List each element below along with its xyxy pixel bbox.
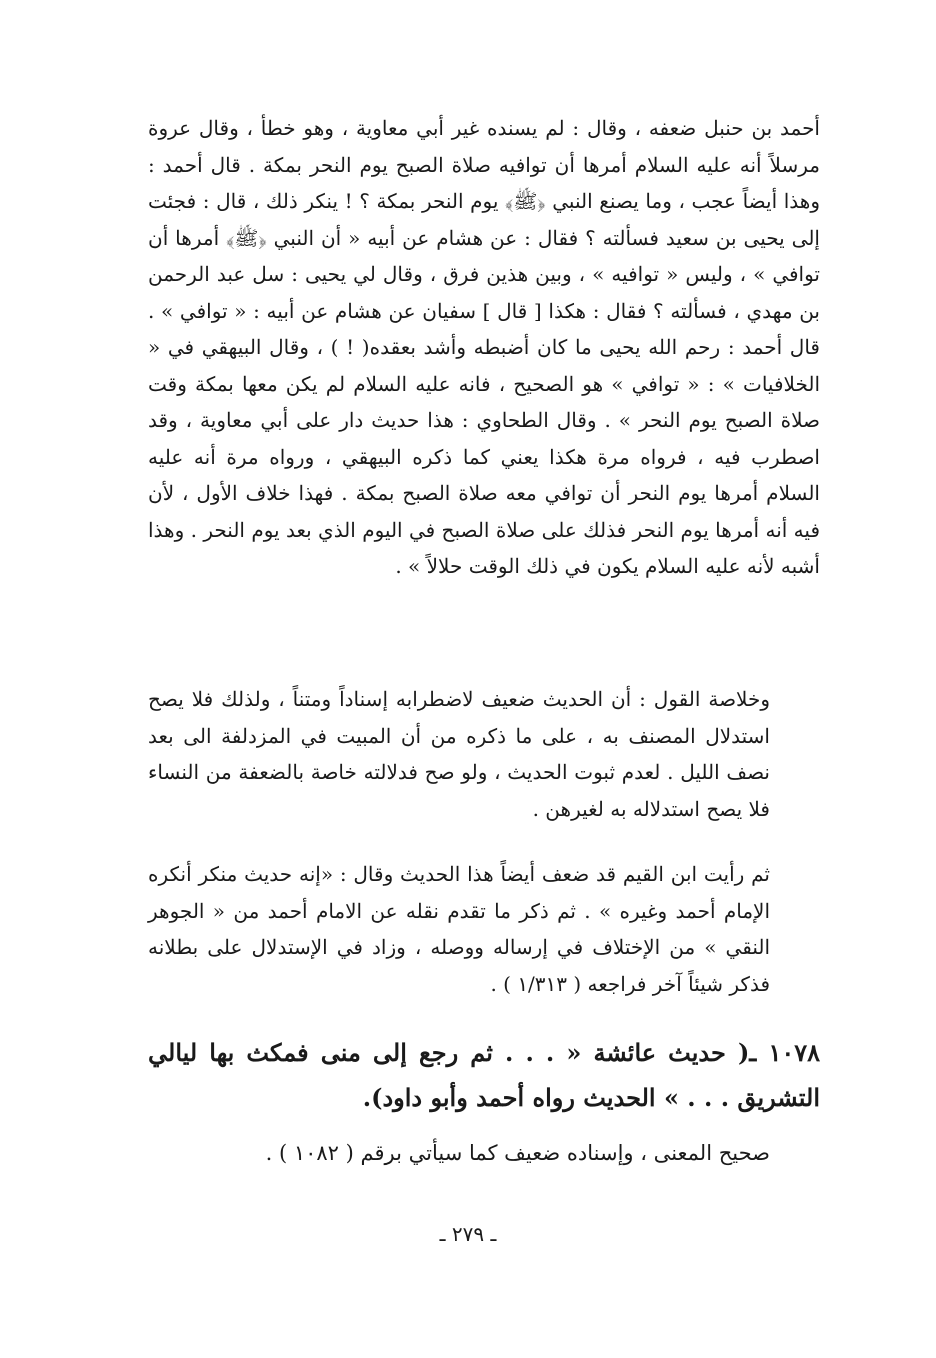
paragraph-text: ثم رأيت ابن القيم قد ضعف أيضاً هذا الحديث وقال : «إنه حديث منكر أنكره الإمام أحمد وغيره » . ثم ذكر ما تقدم نقله عن الامام أحمد من « الجوهر النقي » من الإختلاف في إرساله ووصله ، وزاد في الإستدلال على بطلانه فذكر شيئاً آخر فراجعه ( ١/٣١٣ ) . [148, 862, 770, 996]
paragraph-text: وخلاصة القول : أن الحديث ضعيف لاضطرابه إسناداً ومتناً ، ولذلك فلا يصح استدلال المصنف به ، على ما ذكره من أن المبيت في المزدلفة الى بعد نصف الليل . لعدم ثبوت الحديث ، ولو صح فدلالته خاصة بالضعفة من النساء فلا يصح استدلاله به لغيرهن . [148, 687, 770, 821]
hadith-heading-text: ١٠٧٨ ـ( حديث عائشة « . . . ثم رجع إلى منى فمكث بها ليالي التشريق . . . » الحديث رواه أحمد وأبو داود). [148, 1038, 820, 1112]
paragraph-text: أحمد بن حنبل ضعفه ، وقال : لم يسنده غير أبي معاوية ، وهو خطأ ، وقال عروة مرسلاً أنه عليه السلام أمرها أن توافيه صلاة الصبح يوم النحر بمكة . قال أحمد : وهذا أيضاً عجب ، وما يصنع النبي ﴿ﷺ﴾ يوم النحر بمكة ؟ ! ينكر ذلك ، قال : فجئت إلى يحيى بن سعيد فسألته ؟ فقال : عن هشام عن أبيه « أن النبي ﴿ﷺ﴾ أمرها أن توافي » ، وليس « توافيه » ، وبين هذين فرق ، وقال لي يحيى : سل عبد الرحمن بن مهدي ، فسألته ؟ فقال : هكذا [ قال ] سفيان عن هشام عن أبيه : « توافي » . قال أحمد : رحم الله يحيى ما كان أضبطه وأشد بعقده( ! ) ، وقال البيهقي في « الخلافيات » : « توافي » هو الصحيح ، فانه عليه السلام لم يكن معها بمكة وقت صلاة الصبح يوم النحر » . وقال الطحاوي : هذا حديث دار على أبي معاوية ، وقد اصطرب فيه ، فرواه مرة هكذا يعني كما ذكره البيهقي ، ورواه مرة أنه عليه السلام أمرها يوم النحر أن توافي معه صلاة الصبح بمكة . فهذا خلاف الأول ، لأن فيه أنه أمرها يوم النحر فذلك على صلاة الصبح في اليوم الذي بعد يوم النحر . وهذا أشبه لأنه عليه السلام يكون في ذلك الوقت حلالاً » . [148, 116, 820, 578]
hadith-heading [148, 1030, 820, 1120]
hadith-verdict-text: صحيح المعنى ، وإسناده ضعيف كما سيأتي برقم ( ١٠٨٢ ) . [265, 1141, 770, 1165]
paragraph-ibn-qayyim [148, 856, 820, 1002]
paragraph-conclusion [148, 681, 820, 827]
paragraph-hadith-discussion [148, 110, 820, 585]
page-number: ـ ٢٧٩ ـ [439, 1222, 497, 1246]
hadith-verdict [148, 1133, 820, 1173]
